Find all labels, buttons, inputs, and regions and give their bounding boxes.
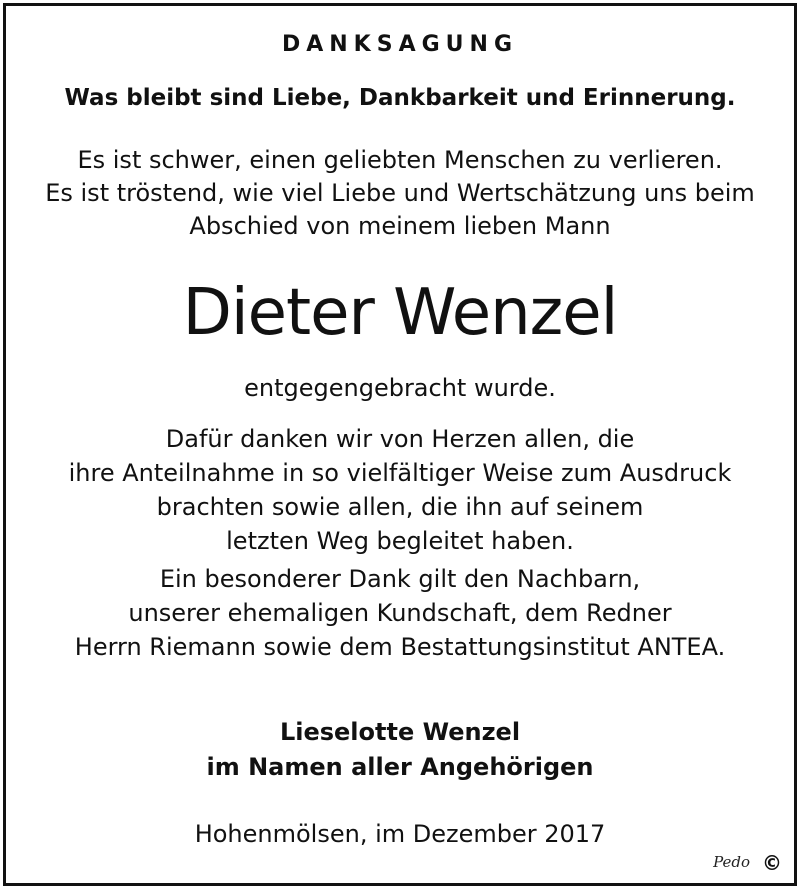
- after-name-line: entgegengebracht wurde.: [244, 374, 556, 402]
- intro-line-1: Es ist schwer, einen geliebten Menschen zu verlieren.: [77, 146, 723, 174]
- copyright-icon: ©: [762, 851, 782, 875]
- place-date: Hohenmölsen, im Dezember 2017: [194, 820, 606, 848]
- notice-subtitle: Was bleibt sind Liebe, Dankbarkeit und Erinnerung.: [64, 85, 736, 111]
- special-thanks-line-2: unserer ehemaligen Kundschaft, dem Redner: [128, 599, 672, 627]
- special-thanks-line-3: Herrn Riemann sowie dem Bestattungsinstitut ANTEA.: [74, 633, 726, 661]
- deceased-name: Dieter Wenzel: [182, 276, 618, 350]
- special-thanks-line-1: Ein besonderer Dank gilt den Nachbarn,: [159, 565, 641, 593]
- signer-relation: im Namen aller Angehörigen: [206, 753, 594, 781]
- thanks-line-3: brachten sowie allen, die ihn auf seinem: [156, 493, 644, 521]
- artist-signature: Pedo: [713, 853, 750, 871]
- thanks-line-4: letzten Weg begleitet haben.: [226, 527, 574, 555]
- thanks-line-2: ihre Anteilnahme in so vielfältiger Weise zum Ausdruck: [68, 459, 732, 487]
- notice-title: DANKSAGUNG: [281, 32, 518, 57]
- intro-line-3: Abschied von meinem lieben Mann: [189, 212, 611, 240]
- intro-line-2: Es ist tröstend, wie viel Liebe und Wertschätzung uns beim: [45, 179, 755, 207]
- thanks-line-1: Dafür danken wir von Herzen allen, die: [165, 425, 635, 453]
- signer-name: Lieselotte Wenzel: [279, 718, 521, 746]
